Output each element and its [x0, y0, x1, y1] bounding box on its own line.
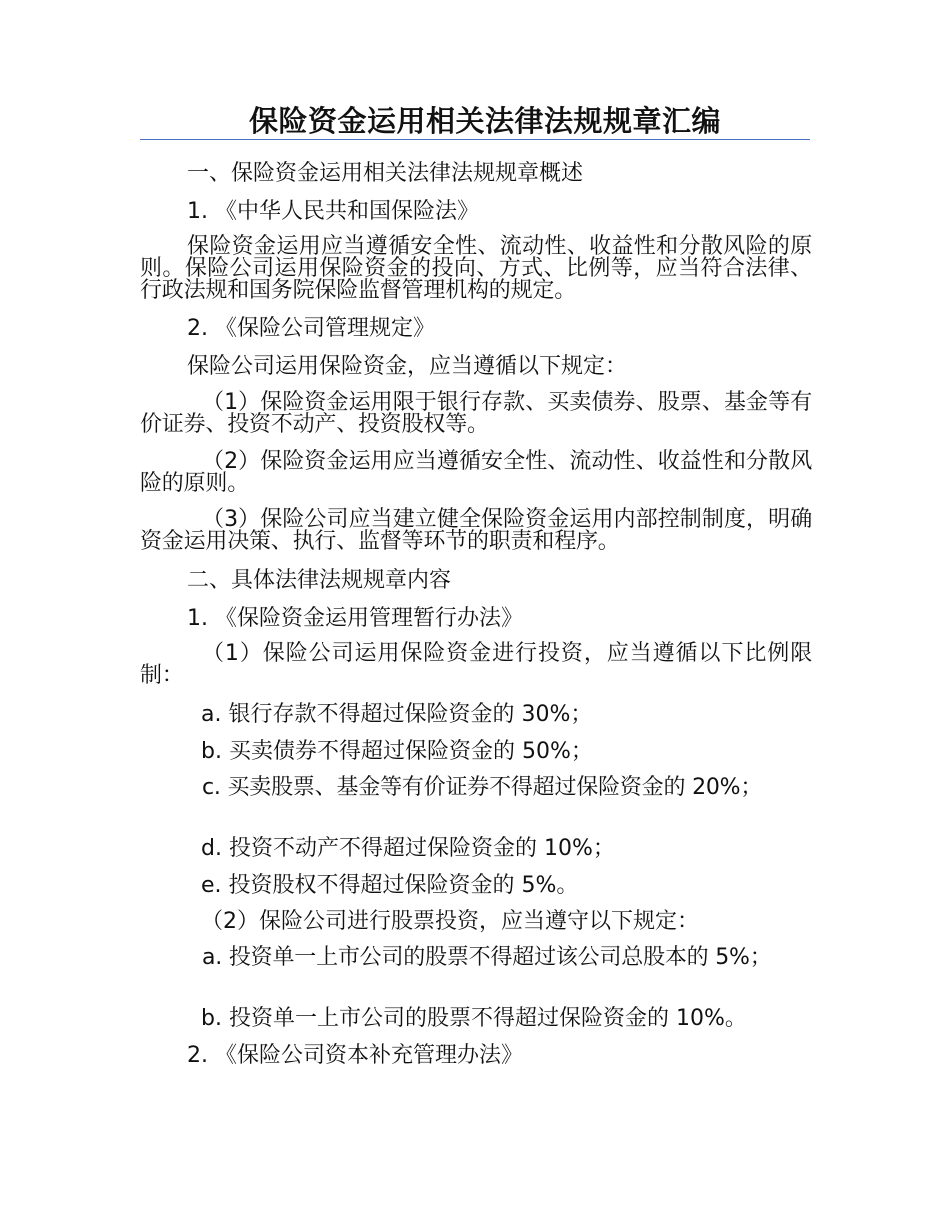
law-2-item-2: （2）保险资金运用应当遵循安全性、流动性、收益性和分散风险的原则。 — [140, 449, 812, 496]
law-2-intro: 保险公司运用保险资金，应当遵循以下规定： — [187, 354, 628, 379]
title-underline — [140, 139, 810, 140]
law-2-item-1: （1）保险资金运用限于银行存款、买卖债券、股票、基金等有价证券、投资不动产、投资股权等。 — [140, 390, 812, 437]
stock-rule-a: a. 投资单一上市公司的股票不得超过该公司总股本的 5%； — [202, 945, 772, 970]
regulation-2-heading: 2. 《保险公司资本补充管理办法》 — [187, 1043, 523, 1068]
section-2-heading: 二、具体法律法规规章内容 — [187, 568, 452, 593]
ratio-item-b: b. 买卖债券不得超过保险资金的 50%； — [201, 739, 593, 764]
law-2-heading: 2. 《保险公司管理规定》 — [187, 316, 435, 341]
regulation-1-heading: 1. 《保险资金运用管理暂行办法》 — [187, 606, 523, 631]
regulation-1-part-1-intro: （1）保险公司运用保险资金进行投资，应当遵循以下比例限制： — [140, 641, 812, 688]
law-1-heading: 1. 《中华人民共和国保险法》 — [187, 199, 479, 224]
ratio-item-e: e. 投资股权不得超过保险资金的 5%。 — [201, 873, 579, 898]
law-2-item-3: （3）保险公司应当建立健全保险资金运用内部控制制度，明确资金运用决策、执行、监督等环节的职责和程序。 — [140, 507, 812, 554]
ratio-item-a: a. 银行存款不得超过保险资金的 30%； — [201, 702, 593, 727]
law-1-paragraph: 保险资金运用应当遵循安全性、流动性、收益性和分散风险的原则。保险公司运用保险资金的投向、方式、比例等，应当符合法律、行政法规和国务院保险监督管理机构的规定。 — [140, 234, 812, 303]
document-title: 保险资金运用相关法律法规规章汇编 — [248, 104, 721, 138]
ratio-item-c: c. 买卖股票、基金等有价证券不得超过保险资金的 20%； — [202, 775, 763, 800]
ratio-item-d: d. 投资不动产不得超过保险资金的 10%； — [201, 836, 615, 861]
section-1-heading: 一、保险资金运用相关法律法规规章概述 — [187, 161, 584, 186]
regulation-1-part-2-intro: （2）保险公司进行股票投资，应当遵守以下规定： — [201, 909, 699, 934]
stock-rule-b: b. 投资单一上市公司的股票不得超过保险资金的 10%。 — [201, 1006, 747, 1031]
